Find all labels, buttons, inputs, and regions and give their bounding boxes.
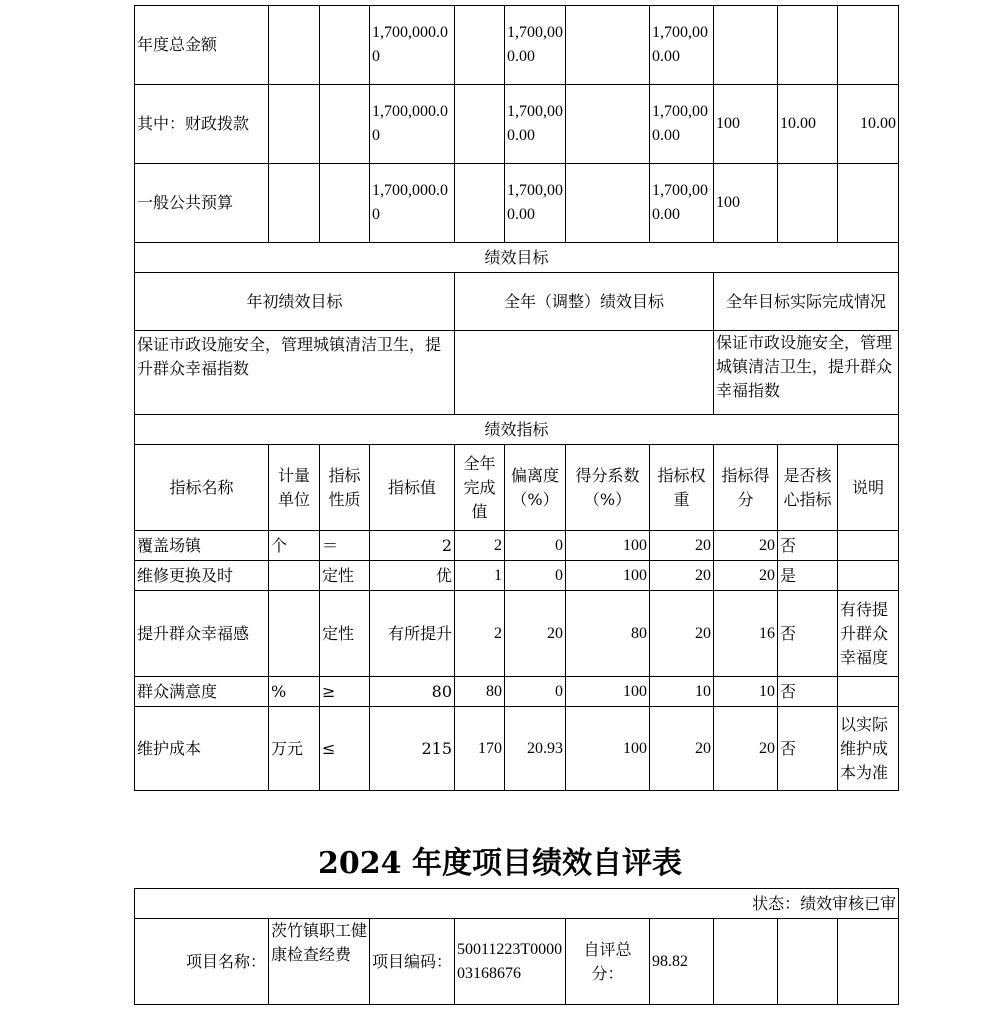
indicator-name: 提升群众幸福感	[135, 591, 269, 677]
budget-row	[135, 6, 899, 85]
indicator-unit: %	[269, 677, 320, 707]
empty-cell	[778, 919, 838, 1005]
indicator-name: 覆盖场镇	[135, 531, 269, 561]
indicator-nature: ≤	[320, 707, 370, 791]
indicator-core: 是	[778, 561, 838, 591]
indicator-deviation: 0	[505, 561, 566, 591]
indicator-header: 指标权重	[650, 445, 714, 531]
goals-section-title: 绩效目标	[135, 243, 899, 273]
indicator-target: 215	[370, 707, 455, 791]
indicator-score: 20	[714, 707, 778, 791]
goals-col-initial: 年初绩效目标	[135, 273, 455, 331]
empty-cell	[714, 919, 778, 1005]
indicator-row	[135, 707, 899, 791]
budget-row-label: 其中：财政拨款	[135, 85, 269, 164]
indicators-section-title: 绩效指标	[135, 415, 899, 445]
indicator-deviation: 20.93	[505, 707, 566, 791]
indicator-actual: 2	[455, 591, 505, 677]
goals-actual-text: 保证市政设施安全，管理城镇清洁卫生，提升群众幸福指数	[714, 331, 899, 415]
indicator-weight: 20	[650, 591, 714, 677]
budget-cell	[838, 164, 899, 243]
indicator-actual: 2	[455, 531, 505, 561]
indicator-header: 偏离度（%）	[505, 445, 566, 531]
budget-cell	[714, 6, 778, 85]
indicator-actual: 1	[455, 561, 505, 591]
budget-cell: 1,700,000.00	[650, 164, 714, 243]
indicator-row	[135, 677, 899, 707]
budget-row-label: 一般公共预算	[135, 164, 269, 243]
indicator-unit	[269, 561, 320, 591]
indicator-row	[135, 531, 899, 561]
budget-cell	[566, 85, 650, 164]
indicator-actual: 80	[455, 677, 505, 707]
indicator-nature: ＝	[320, 531, 370, 561]
budget-cell: 1,700,000.00	[370, 164, 455, 243]
indicator-core: 否	[778, 591, 838, 677]
self-score-value: 98.82	[650, 919, 714, 1005]
budget-cell	[320, 6, 370, 85]
budget-cell	[269, 6, 320, 85]
indicator-nature: ≥	[320, 677, 370, 707]
indicator-header: 计量单位	[269, 445, 320, 531]
budget-cell: 1,700,000.00	[650, 85, 714, 164]
indicator-score: 16	[714, 591, 778, 677]
budget-cell	[269, 164, 320, 243]
indicator-header: 全年完成值	[455, 445, 505, 531]
indicator-deviation: 20	[505, 591, 566, 677]
indicator-row	[135, 561, 899, 591]
form-title: 2024 年度项目绩效自评表	[318, 846, 682, 881]
second-form-table	[134, 888, 899, 1005]
indicator-note: 有待提升群众幸福度	[838, 591, 899, 677]
goals-adjusted-text	[455, 331, 714, 415]
indicator-nature: 定性	[320, 561, 370, 591]
indicator-deviation: 0	[505, 677, 566, 707]
budget-cell	[320, 164, 370, 243]
indicator-weight: 20	[650, 707, 714, 791]
indicator-note	[838, 677, 899, 707]
budget-cell	[269, 85, 320, 164]
indicator-name: 维修更换及时	[135, 561, 269, 591]
budget-cell	[455, 164, 505, 243]
indicator-note	[838, 561, 899, 591]
performance-table	[134, 5, 899, 791]
indicator-row	[135, 591, 899, 677]
budget-cell: 1,700,000.00	[370, 85, 455, 164]
budget-cell: 1,700,000.00	[505, 164, 566, 243]
indicator-core: 否	[778, 707, 838, 791]
indicator-score: 10	[714, 677, 778, 707]
indicator-header: 指标性质	[320, 445, 370, 531]
indicator-header: 指标名称	[135, 445, 269, 531]
budget-cell	[455, 6, 505, 85]
indicator-name: 维护成本	[135, 707, 269, 791]
indicator-coef: 100	[566, 531, 650, 561]
budget-cell	[455, 85, 505, 164]
indicator-coef: 100	[566, 561, 650, 591]
indicator-target: 80	[370, 677, 455, 707]
empty-cell	[838, 919, 899, 1005]
indicator-actual: 170	[455, 707, 505, 791]
indicator-weight: 20	[650, 561, 714, 591]
indicator-score: 20	[714, 561, 778, 591]
goals-initial-text: 保证市政设施安全，管理城镇清洁卫生，提升群众幸福指数	[135, 331, 455, 415]
indicator-weight: 20	[650, 531, 714, 561]
project-name-value: 茨竹镇职工健康检查经费	[269, 919, 370, 1005]
budget-cell	[838, 6, 899, 85]
budget-cell	[566, 6, 650, 85]
budget-cell	[320, 85, 370, 164]
indicator-header: 说明	[838, 445, 899, 531]
indicator-header: 得分系数（%）	[566, 445, 650, 531]
indicator-header: 指标得分	[714, 445, 778, 531]
goals-col-adjusted: 全年（调整）绩效目标	[455, 273, 714, 331]
indicator-header: 是否核心指标	[778, 445, 838, 531]
budget-cell: 1,700,000.00	[650, 6, 714, 85]
budget-cell: 1,700,000.00	[505, 85, 566, 164]
goals-col-actual: 全年目标实际完成情况	[714, 273, 899, 331]
budget-row-label: 年度总金额	[135, 6, 269, 85]
indicator-core: 否	[778, 531, 838, 561]
indicator-score: 20	[714, 531, 778, 561]
budget-row	[135, 164, 899, 243]
budget-cell: 10.00	[838, 85, 899, 164]
indicator-note	[838, 531, 899, 561]
budget-cell	[778, 6, 838, 85]
indicator-name: 群众满意度	[135, 677, 269, 707]
indicator-target: 2	[370, 531, 455, 561]
budget-cell	[566, 164, 650, 243]
indicator-weight: 10	[650, 677, 714, 707]
indicator-core: 否	[778, 677, 838, 707]
indicator-unit: 万元	[269, 707, 320, 791]
project-name-label: 项目名称：	[135, 919, 269, 1005]
budget-cell: 100	[714, 85, 778, 164]
indicator-coef: 80	[566, 591, 650, 677]
budget-cell: 1,700,000.00	[370, 6, 455, 85]
self-score-label: 自评总分：	[566, 919, 650, 1005]
indicator-deviation: 0	[505, 531, 566, 561]
budget-cell	[778, 164, 838, 243]
indicator-coef: 100	[566, 707, 650, 791]
indicator-unit	[269, 591, 320, 677]
indicator-unit: 个	[269, 531, 320, 561]
budget-cell: 10.00	[778, 85, 838, 164]
budget-cell: 100	[714, 164, 778, 243]
budget-row	[135, 85, 899, 164]
indicator-header: 指标值	[370, 445, 455, 531]
project-code-value: 50011223T000003168676	[455, 919, 566, 1005]
status-label: 状态：绩效审核已审	[135, 889, 899, 919]
indicator-coef: 100	[566, 677, 650, 707]
indicator-target: 优	[370, 561, 455, 591]
indicator-target: 有所提升	[370, 591, 455, 677]
indicator-note: 以实际维护成本为准	[838, 707, 899, 791]
indicator-nature: 定性	[320, 591, 370, 677]
project-code-label: 项目编码：	[370, 919, 455, 1005]
budget-cell: 1,700,000.00	[505, 6, 566, 85]
